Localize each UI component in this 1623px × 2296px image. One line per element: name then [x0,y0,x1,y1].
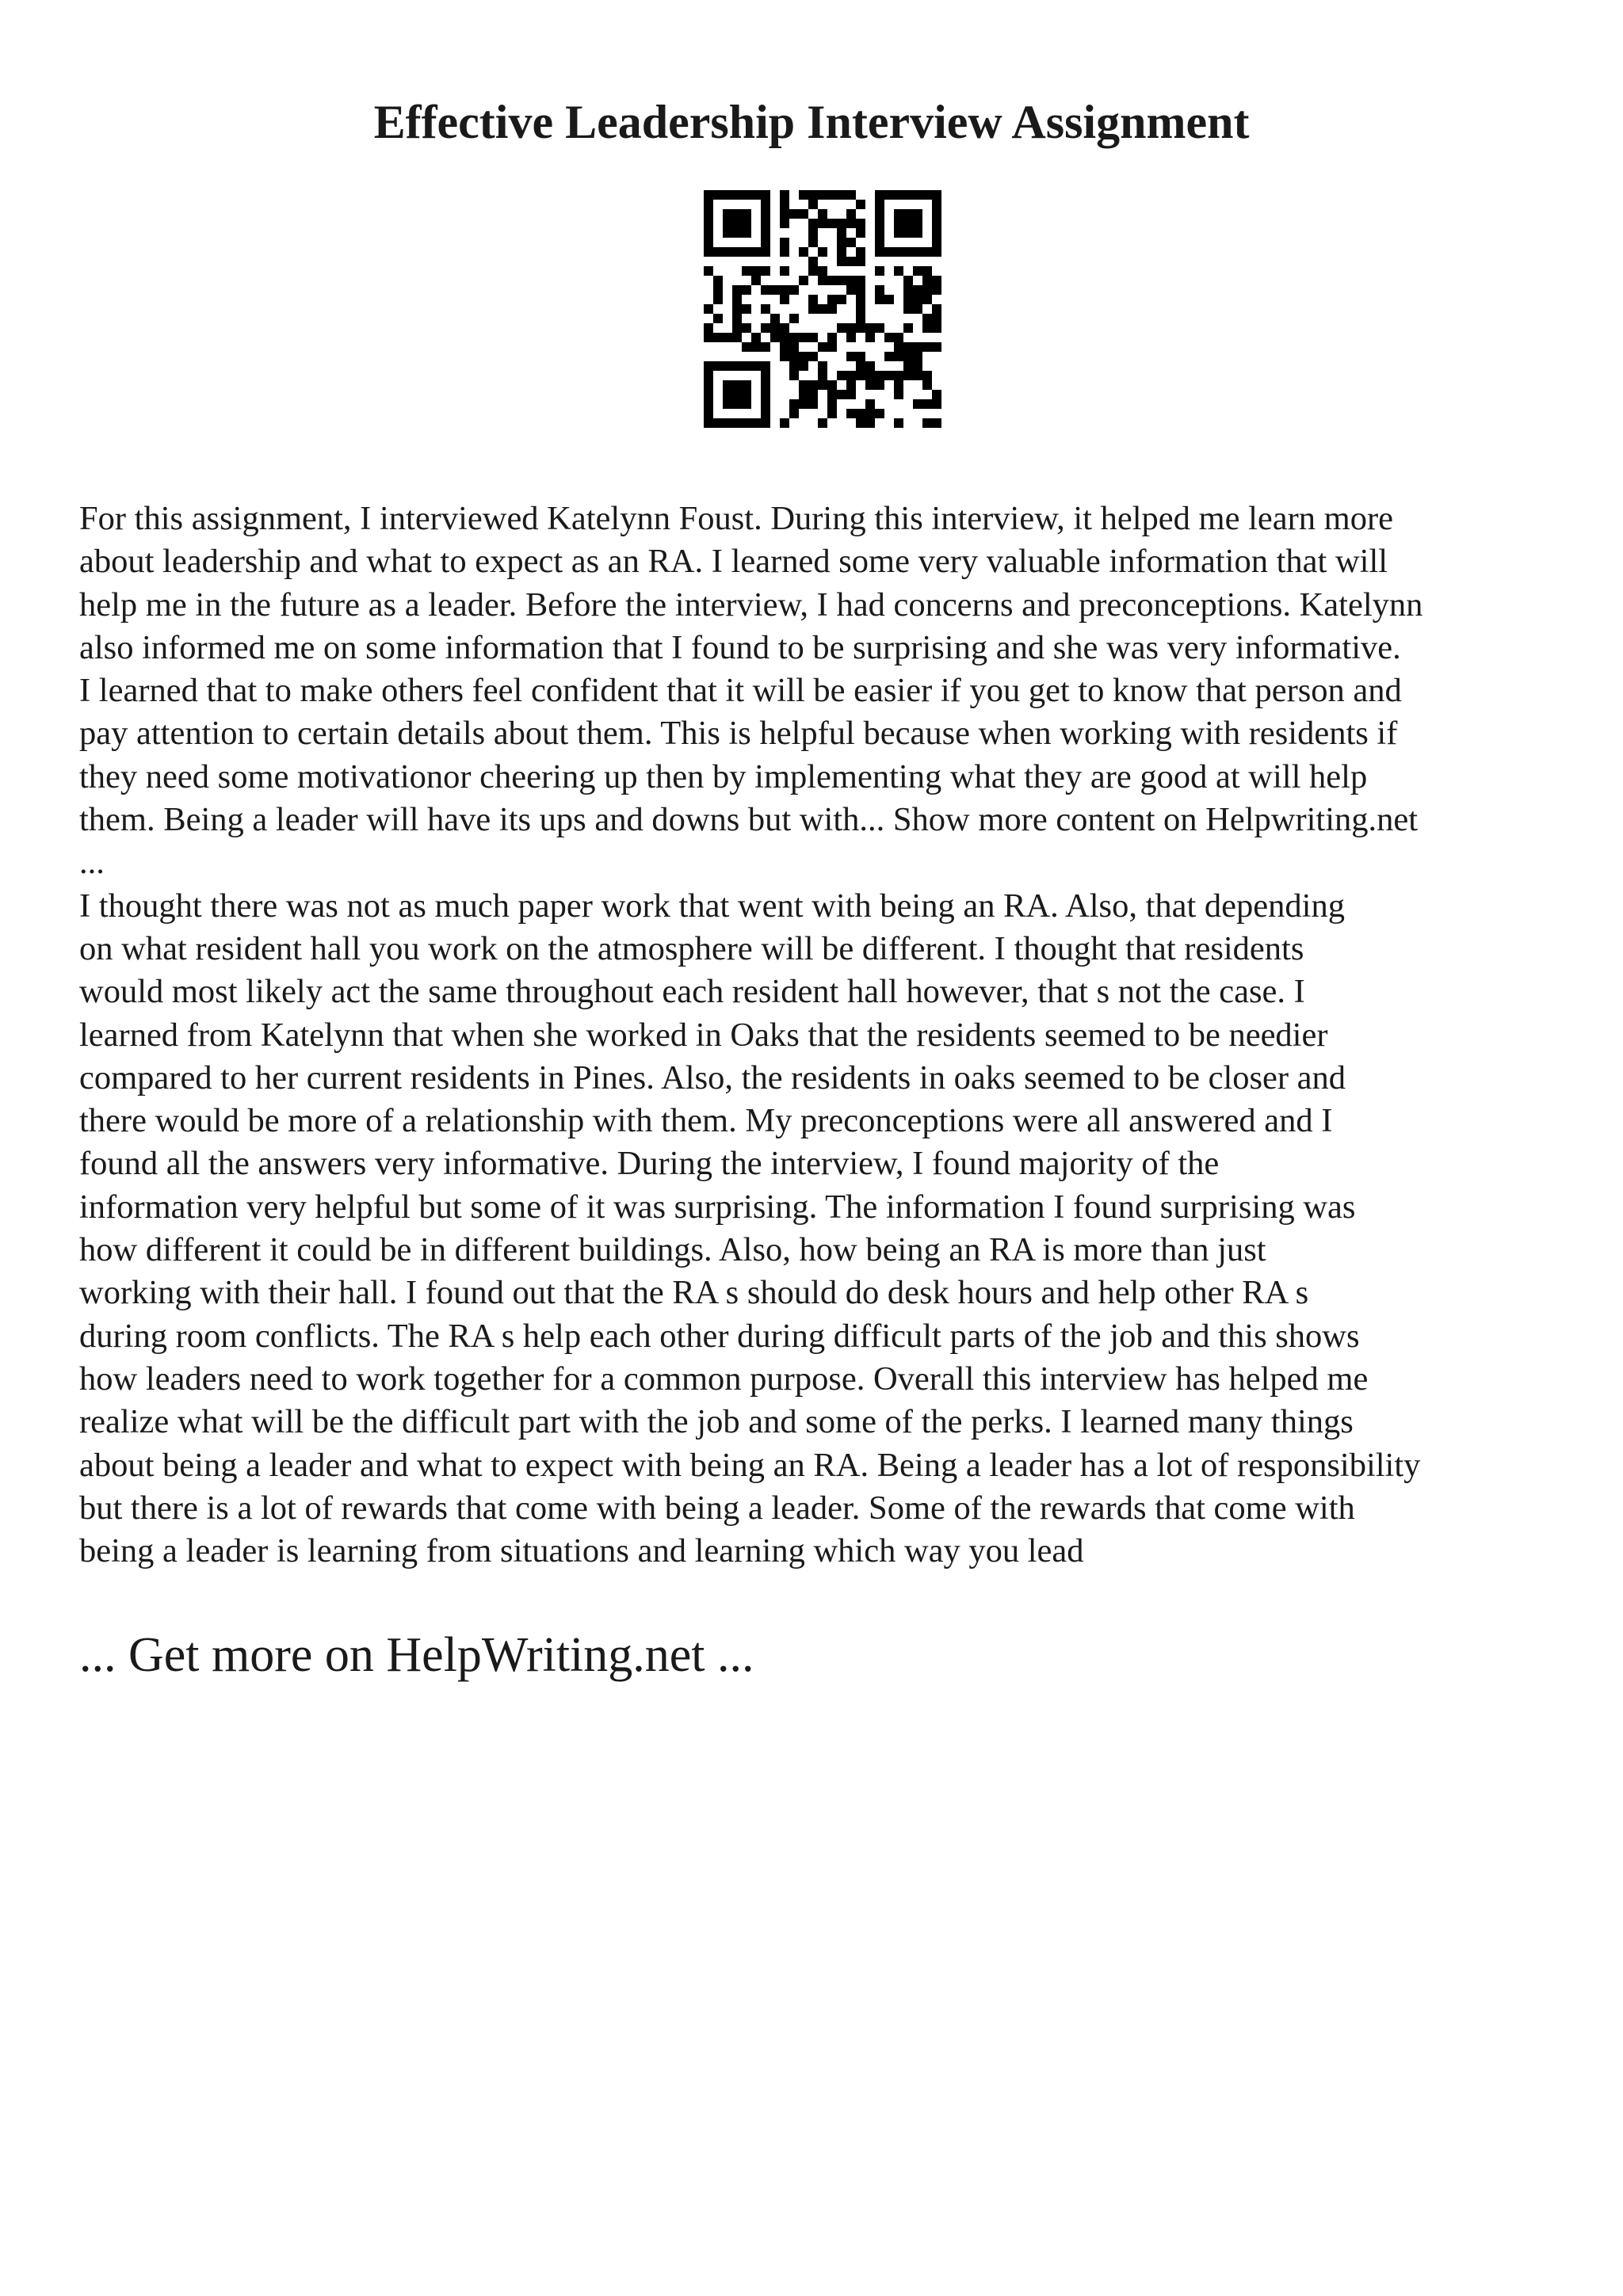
body-line: realize what will be the difficult part with the job and some of the perks. I learned many things [79,1403,1354,1441]
body-line: being a leader is learning from situations and learning which way you lead [79,1532,1084,1570]
qr-code-icon[interactable] [704,190,941,428]
show-more-line[interactable]: them. Being a leader will have its ups and downs but with... Show more content on Helpwriting.net [79,801,1419,839]
body-line: help me in the future as a leader. Before the interview, I had concerns and preconceptions. Katelynn [79,585,1423,624]
body-line: compared to her current residents in Pines. Also, the residents in oaks seemed to be closer and [79,1058,1346,1097]
body-line: learned from Katelynn that when she worked in Oaks that the residents seemed to be needier [79,1016,1328,1054]
body-line: information very helpful but some of it was surprising. The information I found surprising was [79,1188,1356,1226]
body-line: working with their hall. I found out that the RA s should do desk hours and help other RA s [79,1274,1309,1312]
body-line: pay attention to certain details about them. This is helpful because when working with residents if [79,715,1398,753]
body-line: For this assignment, I interviewed Katelynn Foust. During this interview, it helped me learn more [79,500,1393,537]
body-line: I thought there was not as much paper work that went with being an RA. Also, that depending [79,887,1345,925]
body-line: found all the answers very informative. During the interview, I found majority of the [79,1145,1220,1183]
body-line: about being a leader and what to expect with being an RA. Being a leader has a lot of responsibility [79,1446,1421,1484]
page-title: Effective Leadership Interview Assignment [373,96,1250,148]
ellipsis-line: ... [79,844,105,882]
body-text [79,498,1569,1573]
body-line: on what resident hall you work on the atmosphere will be different. I thought that residents [79,929,1304,967]
body-line: during room conflicts. The RA s help each other during difficult parts of the job and this shows [79,1317,1360,1355]
body-line: would most likely act the same throughout each resident hall however, that s not the case. I [79,973,1305,1011]
body-line: I learned that to make others feel confident that it will be easier if you get to know that person and [79,672,1402,710]
body-line: how leaders need to work together for a common purpose. Overall this interview has helped me [79,1360,1369,1398]
body-line: about leadership and what to expect as an RA. I learned some very valuable information that will [79,543,1388,581]
body-line: they need some motivationor cheering up then by implementing what they are good at will help [79,757,1368,795]
body-line: there would be more of a relationship with them. My preconceptions were all answered and I [79,1102,1333,1140]
body-line: also informed me on some information that I found to be surprising and she was very informative. [79,628,1401,666]
body-line: but there is a lot of rewards that come with being a leader. Some of the rewards that come with [79,1489,1355,1527]
get-more-link[interactable]: ... Get more on HelpWriting.net ... [79,1628,754,1682]
body-line: how different it could be in different buildings. Also, how being an RA is more than just [79,1231,1266,1269]
